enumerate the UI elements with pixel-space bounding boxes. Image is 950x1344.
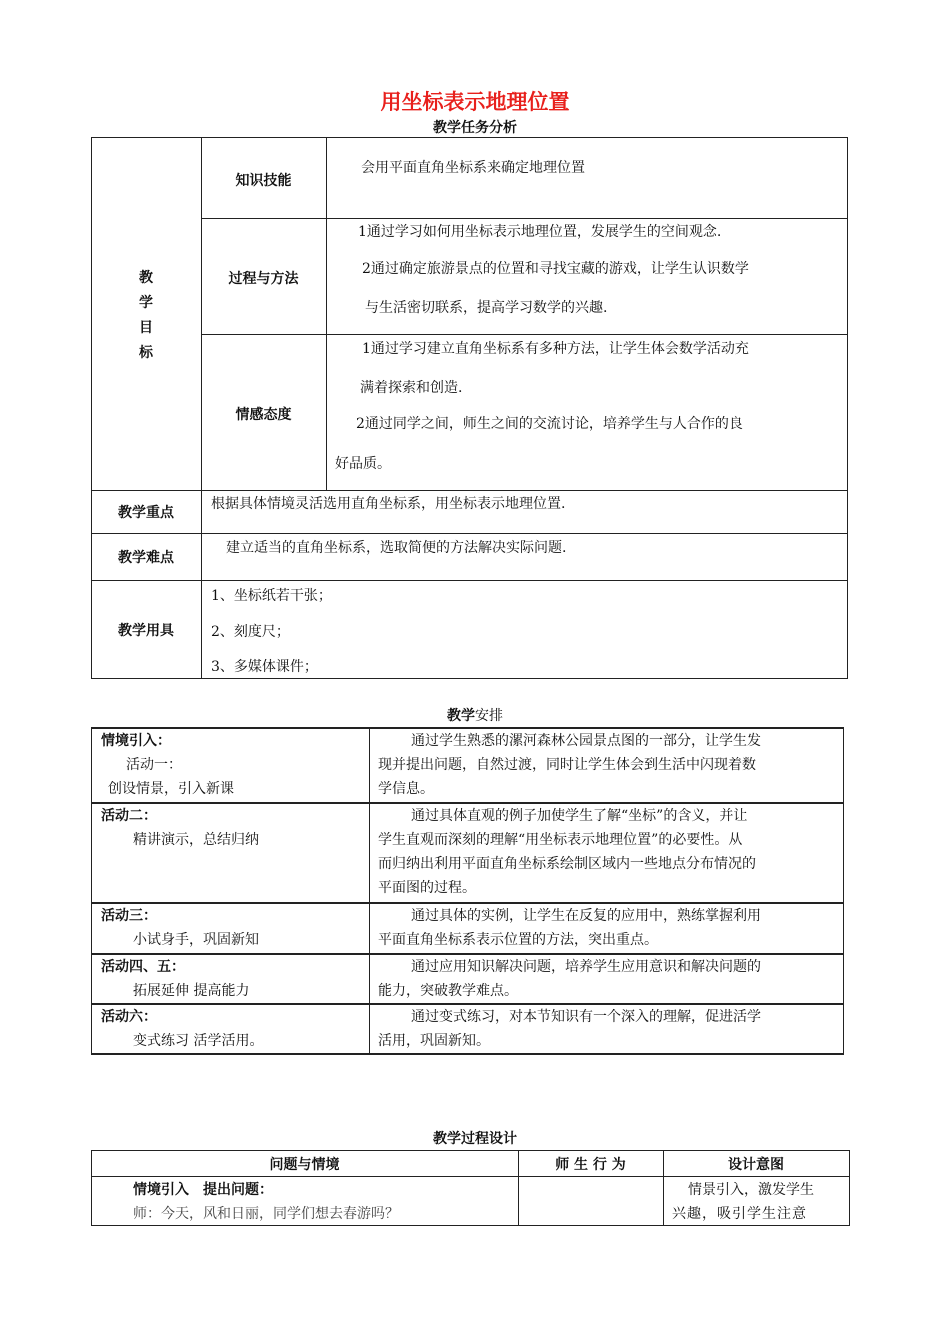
emotion-attitude-line-3: 2通过同学之间，师生之间的交流讨论，培养学生与人合作的良 [356,416,743,432]
key-point-text: 根据具体情境灵活选用直角坐标系，用坐标表示地理位置. [211,496,566,512]
arrangement-row-subtitle: 精讲演示，总结归纳 [133,832,259,848]
arrangement-row-desc: 活用，巩固新知。 [378,1033,490,1049]
knowledge-skills-label: 知识技能 [235,173,292,189]
difficulty-label: 教学难点 [118,550,174,566]
arrangement-row-desc: 通过学生熟悉的漯河森林公园景点图的一部分，让学生发 [411,733,761,749]
column-header-intent: 设计意图 [728,1157,784,1173]
arrangement-row-subtitle: 创设情景，引入新课 [108,781,234,797]
arrangement-row-subtitle: 小试身手，巩固新知 [133,932,259,948]
knowledge-skills-text: 会用平面直角坐标系来确定地理位置 [361,160,585,176]
arrangement-row-desc: 通过具体直观的例子加使学生了解“坐标”的含义，并让 [411,808,748,824]
process-method-line-1: 1通过学习如何用坐标表示地理位置，发展学生的空间观念. [358,224,722,240]
arrangement-row-heading: 活动二： [101,808,157,824]
emotion-attitude-line-2: 满着探索和创造. [360,380,463,396]
arrangement-row-heading: 情境引入： [101,733,171,749]
section-heading-task-analysis: 教学任务分析 [433,120,517,136]
arrangement-row-desc: 而归纳出利用平面直角坐标系绘制区域内一些地点分布情况的 [378,856,756,872]
document-title: 用坐标表示地理位置 [380,90,570,114]
process-method-line-2: 2通过确定旅游景点的位置和寻找宝藏的游戏，让学生认识数学 [362,261,749,277]
key-point-label: 教学重点 [118,505,174,521]
arrangement-row-desc: 学生直观而深刻的理解“用坐标表示地理位置”的必要性。从 [378,832,743,848]
emotion-attitude-line-4: 好品质。 [335,456,391,472]
arrangement-row-desc: 平面图的过程。 [378,880,476,896]
process-method-line-3: 与生活密切联系，提高学习数学的兴趣. [365,300,608,316]
emotion-attitude-line-1: 1通过学习建立直角坐标系有多种方法，让学生体会数学活动充 [362,341,749,357]
column-header-problem: 问题与情境 [269,1157,340,1173]
arrangement-row-subtitle: 拓展延伸 提高能力 [133,983,250,999]
emotion-attitude-label: 情感态度 [235,407,292,423]
arrangement-row-desc: 通过具体的实例，让学生在反复的应用中，熟练掌握利用 [411,908,761,924]
problem-heading: 情境引入 提出问题： [133,1182,273,1198]
arrangement-row-heading: 活动三： [101,908,157,924]
section-heading-process-design: 教学过程设计 [433,1131,517,1147]
teaching-goals-label: 教 学 目 标 [139,270,153,361]
arrangement-row-heading: 活动四、五： [101,959,185,975]
arrangement-row-heading: 活动六： [101,1009,157,1025]
arrangement-row-subtitle: 活动一： [126,757,182,773]
difficulty-text: 建立适当的直角坐标系，选取简便的方法解决实际问题. [226,540,567,556]
arrangement-row-subtitle: 变式练习 活学活用。 [133,1033,264,1049]
teaching-tool-item: 2、刻度尺； [211,624,290,640]
section-heading-arrangement: 教学安排 [447,708,503,724]
teaching-tool-item: 3、多媒体课件； [211,659,318,675]
arrangement-row-desc: 能力，突破教学难点。 [378,983,518,999]
arrangement-row-desc: 平面直角坐标系表示位置的方法，突出重点。 [378,932,658,948]
arrangement-row-desc: 通过变式练习，对本节知识有一个深入的理解，促进活学 [411,1009,761,1025]
arrangement-row-desc: 现并提出问题，自然过渡，同时让学生体会到生活中闪现着数 [378,757,756,773]
teaching-tool-item: 1、坐标纸若干张； [211,588,332,604]
teaching-tools-label: 教学用具 [118,623,174,639]
design-intent-line: 情景引入，激发学生 [688,1182,814,1198]
column-header-behavior: 师 生 行 为 [555,1157,626,1173]
problem-text: 师：今天，风和日丽，同学们想去春游吗？ [133,1206,399,1222]
process-method-label: 过程与方法 [228,271,299,287]
arrangement-row-desc: 学信息。 [378,781,434,797]
arrangement-row-desc: 通过应用知识解决问题，培养学生应用意识和解决问题的 [411,959,761,975]
design-intent-line: 兴趣，吸引学生注意 [672,1206,807,1222]
